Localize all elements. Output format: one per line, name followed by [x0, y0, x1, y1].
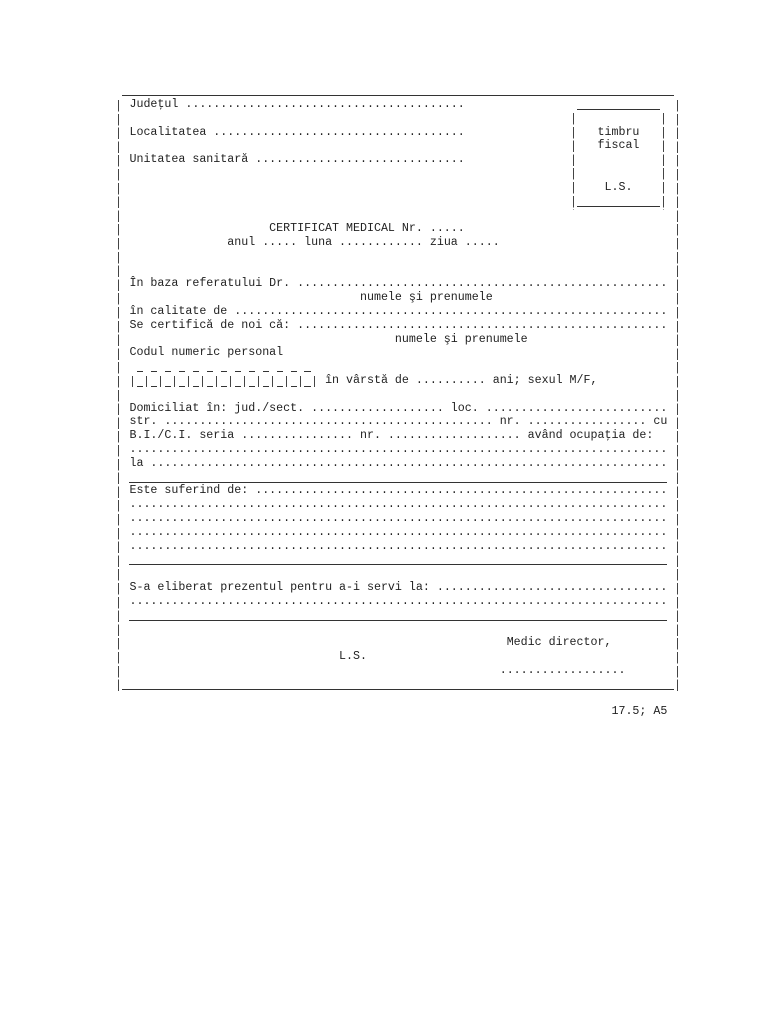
certificate-date-line: anul ..... luna ............ ziua .....: [227, 236, 500, 250]
judet-field: Judeţul ........................................: [129, 98, 465, 112]
stamp-box-right: [663, 113, 664, 210]
cnp-digit-box: [143, 360, 157, 388]
form-left-border: [118, 100, 119, 693]
cnp-digit-box: [227, 360, 241, 388]
certified-person-field: Se certifică de noi că: .....................................................: [129, 318, 668, 332]
domicile-field: Domiciliat în: jud./sect. ................... loc. ..........................: [129, 401, 668, 415]
unitate-sanitara-field: Unitatea sanitară ..............................: [129, 153, 465, 167]
diagnosis-line: .............................................................................: [129, 539, 668, 553]
localitate-field: Localitatea ....................................: [129, 125, 465, 139]
cnp-label: Codul numeric personal: [129, 346, 284, 360]
workplace-field: la ..........................................................................: [129, 456, 668, 470]
stamp-box-left: [573, 113, 574, 210]
stamp-box-top: [577, 109, 661, 110]
form-right-border: [677, 100, 678, 693]
referral-doctor-field: În baza referatului Dr. .....................................................: [129, 277, 668, 291]
cnp-digit-box: [185, 360, 199, 388]
purpose-line: .............................................................................: [129, 594, 668, 608]
capacity-field: în calitate de ..............................................................: [129, 305, 668, 319]
occupation-line: .............................................................................: [129, 443, 668, 457]
age-sex-field: în vârstă de .......... ani; sexul M/F,: [325, 374, 598, 388]
cnp-digit-box: [157, 360, 171, 388]
id-card-field: B.I./C.I. seria ................ nr. ................... având ocupaţia de:: [129, 429, 654, 443]
director-signature-label: Medic director,: [506, 636, 612, 650]
cnp-digit-box: [171, 360, 185, 388]
cnp-digit-box: [255, 360, 269, 388]
cnp-digit-box: [129, 360, 143, 388]
cnp-digit-box: [269, 360, 283, 388]
medical-certificate-form: [116, 84, 686, 724]
doctor-name-caption: numele şi prenumele: [359, 291, 493, 305]
cnp-digit-box: [213, 360, 227, 388]
cnp-digit-box: [283, 360, 297, 388]
cnp-digit-box: [241, 360, 255, 388]
diagnosis-line: .............................................................................: [129, 512, 668, 526]
section-separator: [129, 482, 667, 483]
diagnosis-line: .............................................................................: [129, 498, 668, 512]
person-name-caption: numele şi prenumele: [394, 332, 528, 346]
certificate-title: CERTIFICAT MEDICAL Nr. .....: [269, 222, 465, 236]
diagnosis-field: Este suferind de: ...........................................................: [129, 484, 668, 498]
cnp-boxes-end: [311, 360, 318, 388]
section-separator: [129, 620, 667, 621]
stamp-box-bottom: [577, 206, 661, 207]
street-field: str. ............................................... nr. ................. cu: [129, 415, 668, 429]
form-top-border: [122, 95, 674, 96]
stamp-timbru-label: timbru: [597, 125, 640, 139]
purpose-field: S-a eliberat prezentul pentru a-i servi la: .................................: [129, 581, 668, 595]
stamp-fiscal-label: fiscal: [597, 139, 640, 153]
cnp-digit-box: [199, 360, 213, 388]
cnp-digit-box: [297, 360, 311, 388]
seal-label: L.S.: [339, 650, 367, 664]
section-separator: [129, 564, 667, 565]
cnp-boxes: [129, 360, 318, 388]
director-signature-line: ..................: [499, 663, 626, 677]
form-code: 17.5; A5: [611, 705, 668, 719]
form-bottom-border: [122, 689, 674, 690]
stamp-seal-label: L.S.: [604, 180, 633, 194]
diagnosis-line: .............................................................................: [129, 525, 668, 539]
